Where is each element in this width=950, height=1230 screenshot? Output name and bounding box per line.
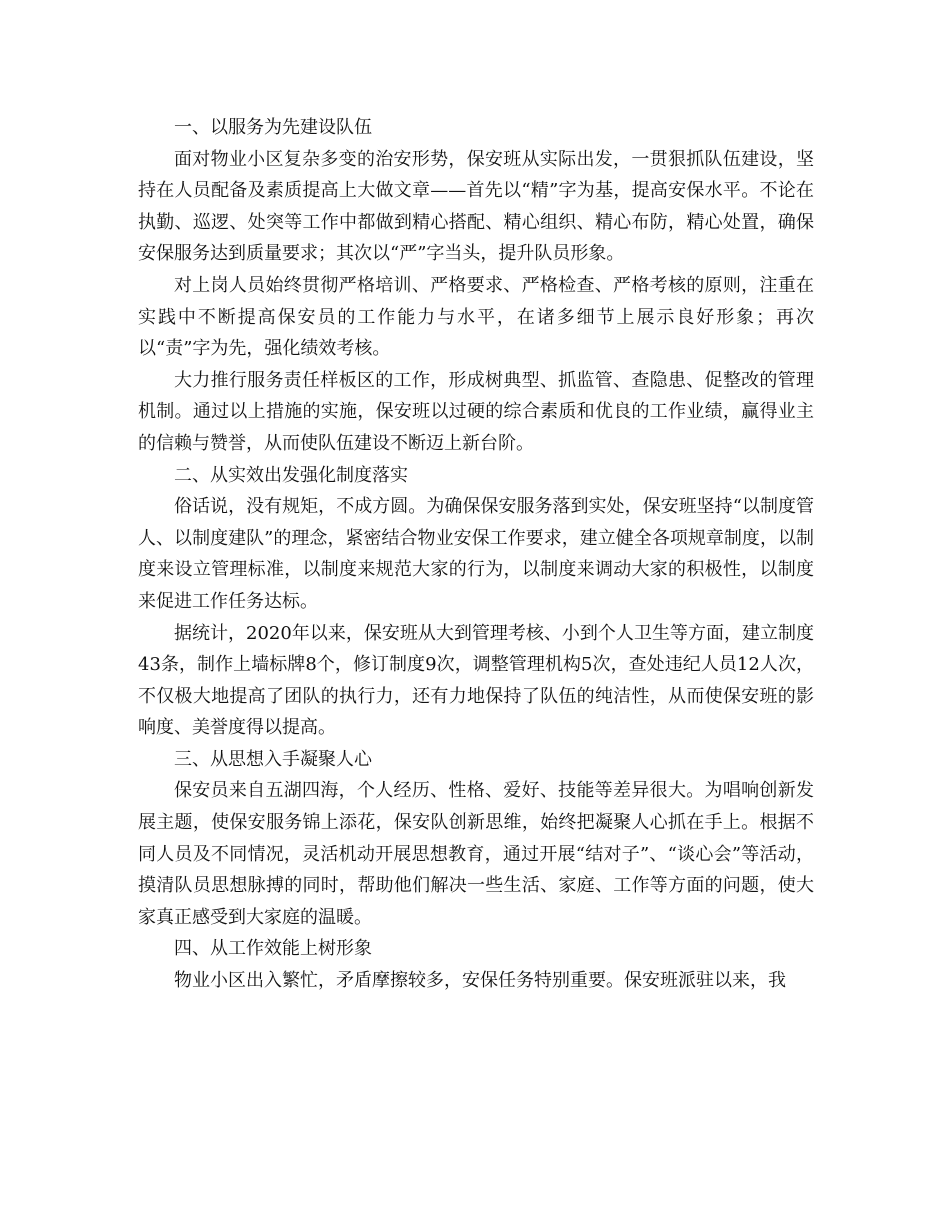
paragraph: 面对物业小区复杂多变的治安形势，保安班从实际出发，一贯狠抓队伍建设，坚持在人员配备及素质提高上大做文章——首先以“精”字为基，提高安保水平。不论在执勤、巡逻、处突等工作中都做到精心搭配、精心组织、精心布防，精心处置，确保安保服务达到质量要求；其次以“严”字当头，提升队员形象。: [138, 148, 814, 265]
section-heading-2: 二、从实效出发强化制度落实: [174, 464, 408, 486]
paragraph: 保安员来自五湖四海，个人经历、性格、爱好、技能等差异很大。为唱响创新发展主题，使保安服务锦上添花，保安队创新思维，始终把凝聚人心抓在手上。根据不同人员及不同情况，灵活机动开展思想教育，通过开展“结对子”、“谈心会”等活动，摸清队员思想脉搏的同时，帮助他们解决一些生活、家庭、工作等方面的问题，使大家真正感受到大家庭的温暖。: [138, 780, 814, 928]
paragraph: 对上岗人员始终贯彻严格培训、严格要求、严格检查、严格考核的原则，注重在实践中不断提高保安员的工作能力与水平，在诸多细节上展示良好形象；再次以“责”字为先，强化绩效考核。: [138, 274, 814, 360]
section-heading-1: 一、以服务为先建设队伍: [174, 117, 372, 138]
section-heading-4: 四、从工作效能上树形象: [174, 938, 372, 960]
paragraph: 据统计，2020年以来，保安班从大到管理考核、小到个人卫生等方面，建立制度43条，制作上墙标牌8个，修订制度9次，调整管理机构5次，查处违纪人员12人次，不仅极大地提高了团队的执行力，还有力地保持了队伍的纯洁性，从而使保安班的影响度、美誉度得以提高。: [138, 622, 814, 739]
paragraph: 俗话说，没有规矩，不成方圆。为确保保安服务落到实处，保安班坚持“以制度管人、以制度建队”的理念，紧密结合物业安保工作要求，建立健全各项规章制度，以制度来设立管理标准，以制度来规范大家的行为，以制度来调动大家的积极性，以制度来促进工作任务达标。: [138, 496, 814, 612]
paragraph: 大力推行服务责任样板区的工作，形成树典型、抓监管、查隐患、促整改的管理机制。通过以上措施的实施，保安班以过硬的综合素质和优良的工作业绩，赢得业主的信赖与赞誉，从而使队伍建设不断迈上新台阶。: [138, 369, 814, 454]
document-body: [138, 112, 814, 997]
paragraph: 物业小区出入繁忙，矛盾摩擦较多，安保任务特别重要。保安班派驻以来，我: [174, 970, 786, 992]
section-heading-3: 三、从思想入手凝聚人心: [174, 748, 372, 770]
